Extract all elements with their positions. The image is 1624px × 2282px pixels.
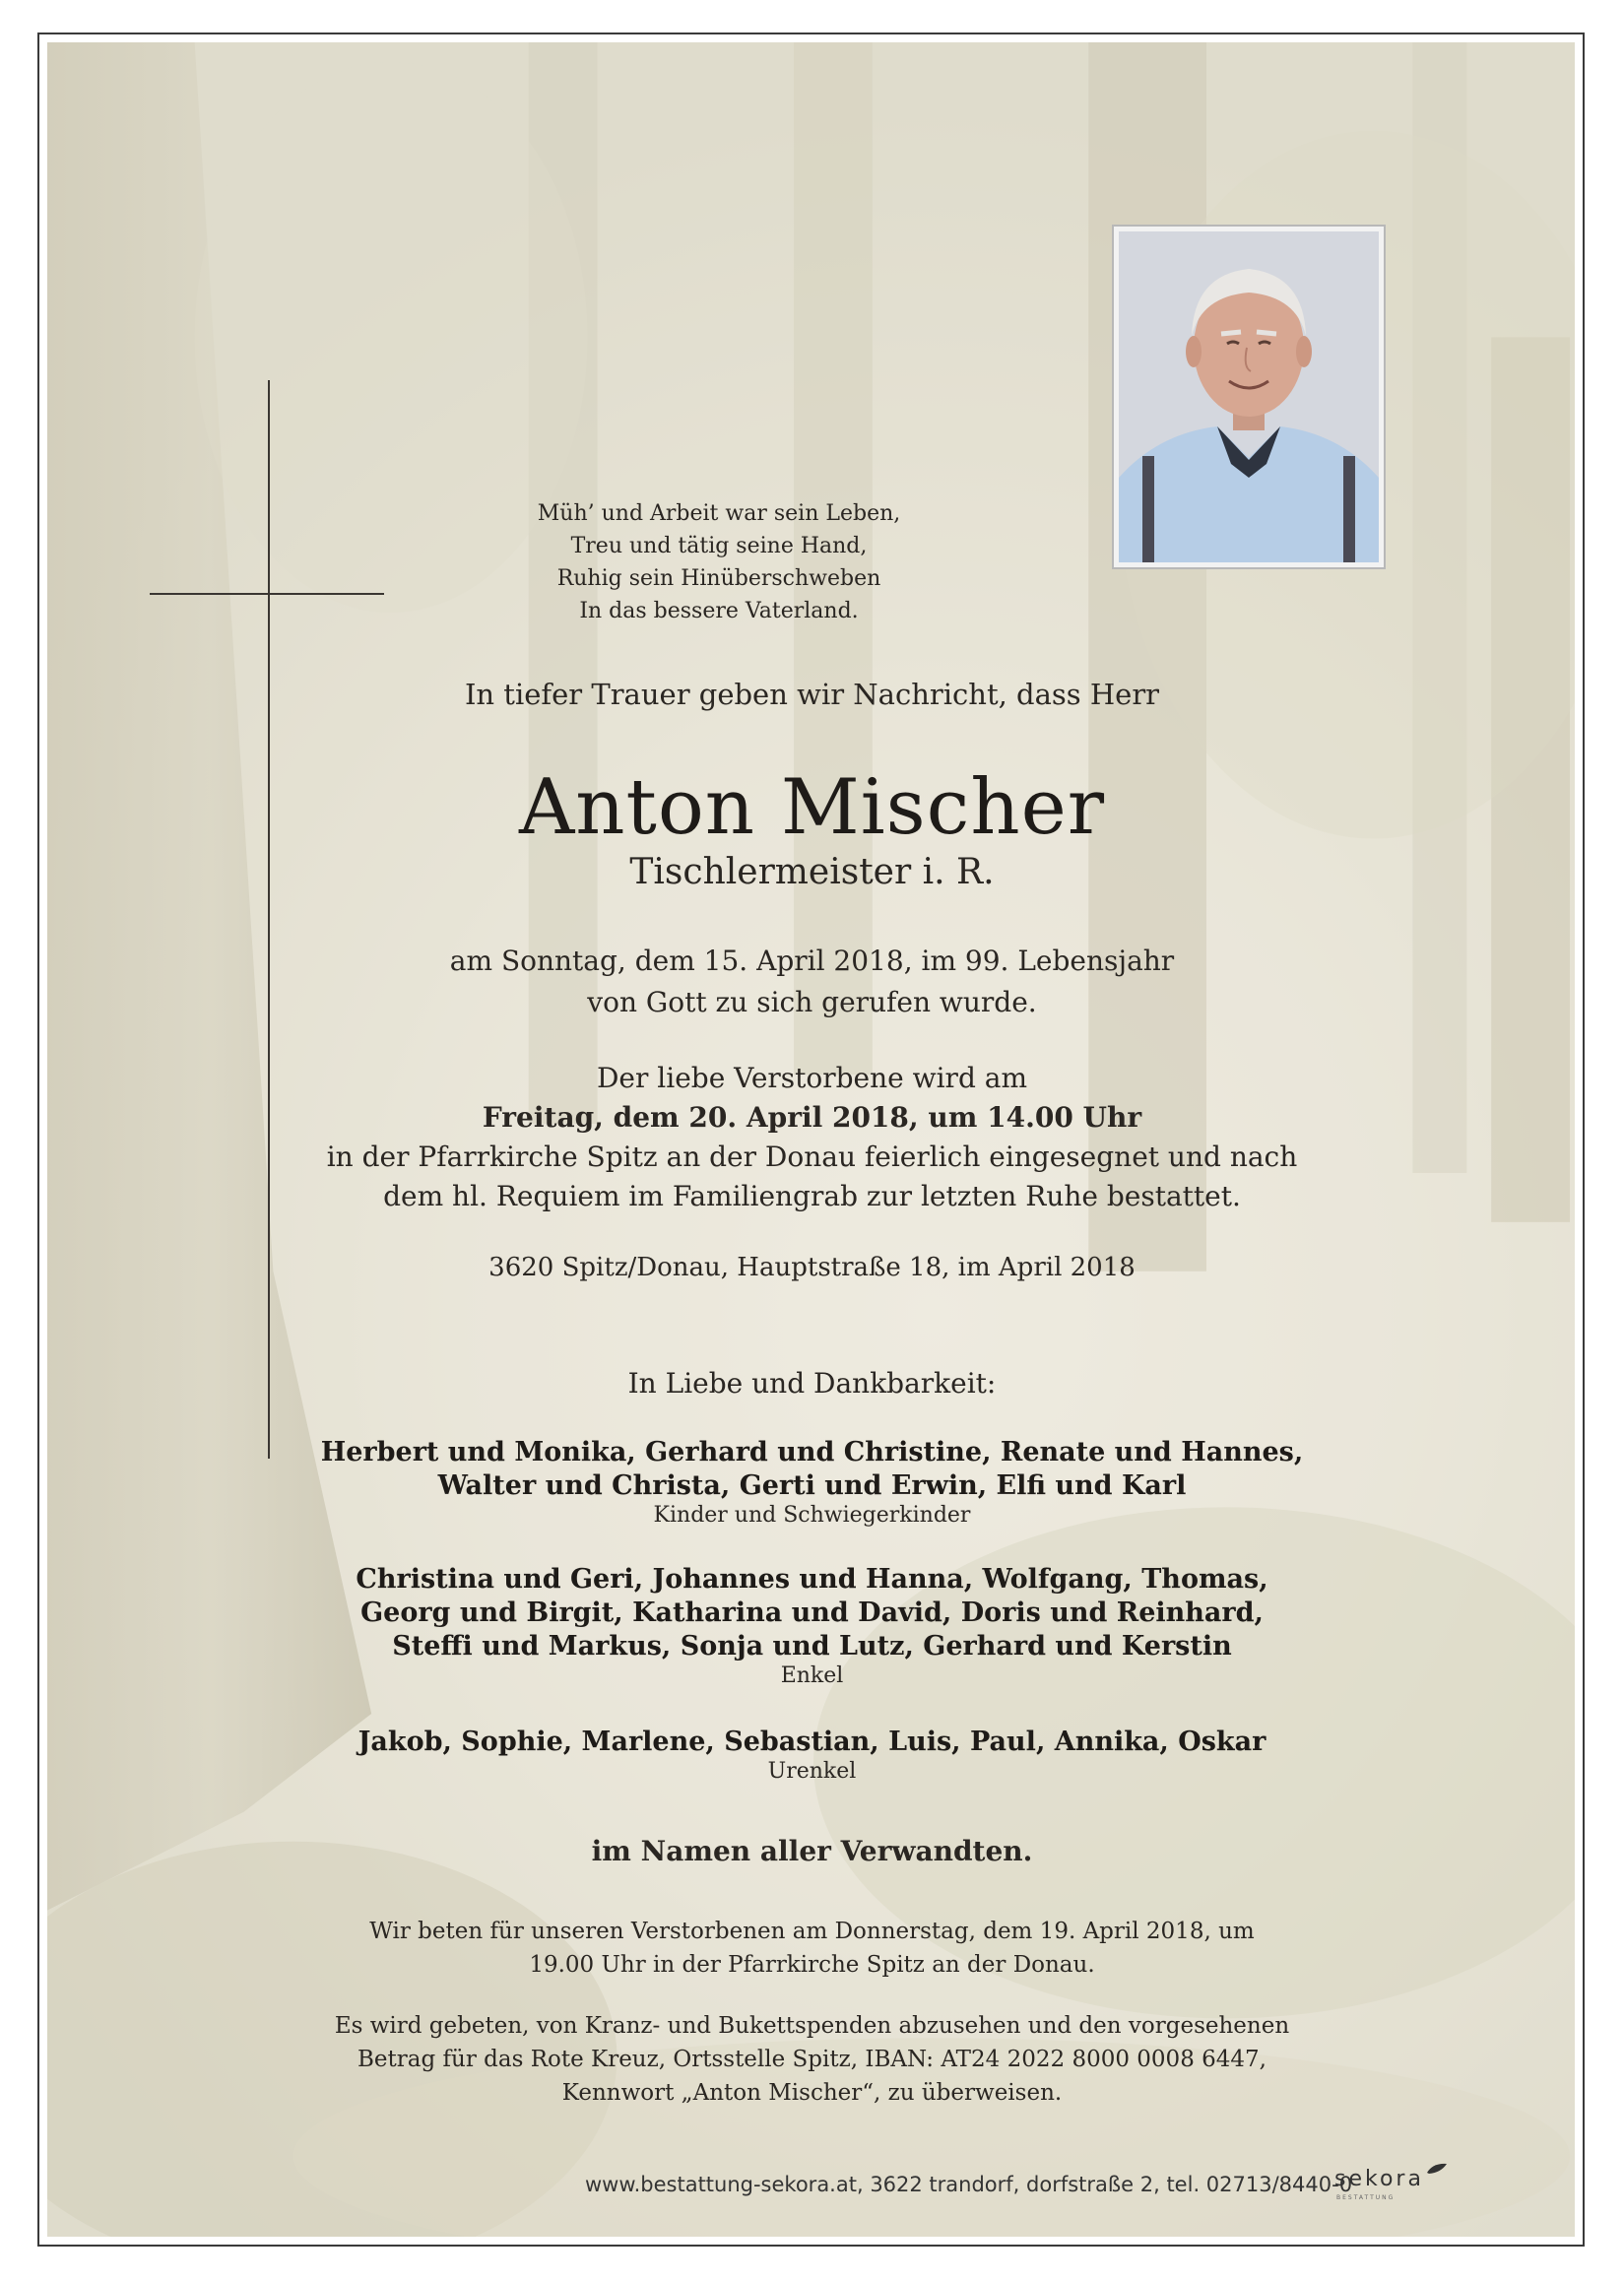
portrait-photo xyxy=(1112,225,1386,569)
prayer-line: 19.00 Uhr in der Pfarrkirche Spitz an der Donau. xyxy=(529,1952,1095,1978)
poem-line: Müh’ und Arbeit war sein Leben, xyxy=(537,501,901,526)
donation-line: Es wird gebeten, von Kranz- und Bukettspenden abzusehen und den vorgesehenen xyxy=(334,2013,1290,2039)
family-names: Walter und Christa, Gerti und Erwin, Elfi und Karl xyxy=(437,1470,1187,1501)
poem-line: In das bessere Vaterland. xyxy=(579,599,859,623)
address-line: 3620 Spitz/Donau, Hauptstraße 18, im April 2018 xyxy=(488,1253,1136,1282)
death-notice-line: am Sonntag, dem 15. April 2018, im 99. Lebensjahr xyxy=(449,945,1175,977)
family-relation: Urenkel xyxy=(767,1759,857,1784)
family-group-great-grandchildren xyxy=(0,1726,1624,1785)
cross-vertical-bar xyxy=(268,380,270,1459)
family-names: Herbert und Monika, Gerhard und Christine, Renate und Hannes, xyxy=(320,1437,1304,1467)
funeral-line: in der Pfarrkirche Spitz an der Donau feierlich eingesegnet und nach xyxy=(326,1141,1298,1173)
family-group-children xyxy=(0,1436,1624,1529)
death-notice xyxy=(0,941,1624,1023)
poem-line: Treu und tätig seine Hand, xyxy=(570,534,868,558)
funeral-date: Freitag, dem 20. April 2018, um 14.00 Uhr xyxy=(482,1101,1142,1134)
prayer-notice xyxy=(0,1915,1624,1982)
family-relation: Enkel xyxy=(780,1663,844,1688)
logo-word: sekora xyxy=(1334,2167,1424,2191)
intro-text: In tiefer Trauer geben wir Nachricht, dass Herr xyxy=(464,678,1160,711)
cross-horizontal-bar xyxy=(150,593,384,595)
sekora-logo xyxy=(1334,2167,1424,2201)
gratitude-heading: In Liebe und Dankbarkeit: xyxy=(627,1367,997,1400)
donation-line: Kennwort „Anton Mischer“, zu überweisen. xyxy=(561,2080,1063,2106)
donation-line: Betrag für das Rote Kreuz, Ortsstelle Spitz, IBAN: AT24 2022 8000 0008 6447, xyxy=(357,2047,1267,2072)
funeral-notice xyxy=(0,1059,1624,1216)
family-group-grandchildren xyxy=(0,1563,1624,1689)
donation-notice xyxy=(0,2009,1624,2110)
footer-contact: www.bestattung-sekora.at, 3622 trandorf, dorfstraße 2, tel. 02713/8440-0 xyxy=(585,2173,1353,2196)
family-names: Jakob, Sophie, Marlene, Sebastian, Luis, Paul, Annika, Oskar xyxy=(357,1727,1267,1757)
relatives-line: im Namen aller Verwandten. xyxy=(591,1835,1033,1867)
death-notice-line: von Gott zu sich gerufen wurde. xyxy=(587,986,1037,1018)
logo-tagline: BESTATTUNG xyxy=(1336,2194,1396,2201)
leaf-icon xyxy=(1427,2163,1447,2177)
funeral-line: dem hl. Requiem im Familiengrab zur letzten Ruhe bestattet. xyxy=(383,1180,1241,1212)
deceased-name: Anton Mischer xyxy=(518,763,1106,852)
funeral-line: Der liebe Verstorbene wird am xyxy=(596,1062,1028,1094)
family-names: Steffi und Markus, Sonja und Lutz, Gerhard und Kerstin xyxy=(392,1631,1232,1662)
poem-line: Ruhig sein Hinüberschweben xyxy=(556,566,881,591)
family-names: Christina und Geri, Johannes und Hanna, Wolfgang, Thomas, xyxy=(356,1564,1268,1595)
prayer-line: Wir beten für unseren Verstorbenen am Donnerstag, dem 19. April 2018, um xyxy=(369,1919,1255,1944)
family-relation: Kinder und Schwiegerkinder xyxy=(653,1503,971,1528)
deceased-title: Tischlermeister i. R. xyxy=(629,852,995,892)
family-names: Georg und Birgit, Katharina und David, Doris und Reinhard, xyxy=(360,1597,1264,1628)
poem xyxy=(522,497,916,627)
